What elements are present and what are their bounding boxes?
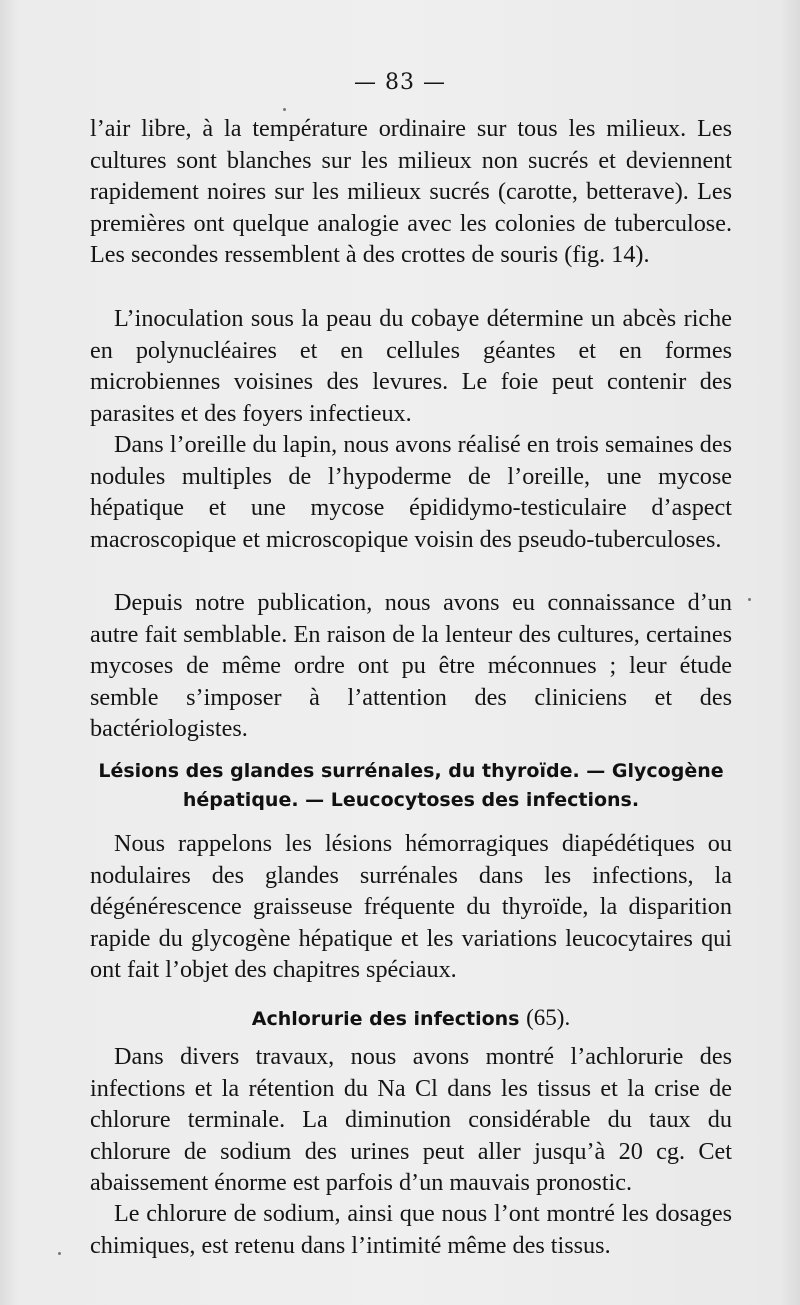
print-speck	[58, 1252, 61, 1255]
paragraph-oreille-lapin: Dans l’oreille du lapin, nous avons réalisé en trois semaines des nodules multiples de l’hypoderme de l’oreille, une mycose hépatique et une mycose épididymo-testiculaire d’aspect macroscopique et microscopique voisin des pseudo-tuberculoses.	[90, 431, 732, 553]
paragraph-inoculation-cobaye: L’inoculation sous la peau du cobaye détermine un abcès riche en polynucléaires et en cellules géantes et en formes microbiennes voisines des levures. Le foie peut contenir des parasites et des foyers infectieux.	[90, 305, 732, 427]
section-heading-lesions-line2: hépatique. — Leucocytoses des infections.	[182, 789, 640, 811]
paragraph-achlorurie: Dans divers travaux, nous avons montré l’achlorurie des infections et la rétention du Na Cl dans les tissus et la crise de chlorure terminale. La diminution considérable du taux du chlorure de sodium des urines peut aller jusqu’à 20 cg. Cet abaissement énorme est parfois d’un mauvais pronostic.	[90, 1043, 732, 1197]
page-number: — 83 —	[354, 70, 446, 95]
paragraph-cultures: l’air libre, à la température ordinaire sur tous les milieux. Les cultures sont blanches sur les milieux non sucrés et deviennent rapidement noires sur les milieux sucrés (carotte, betterave). Les premières ont quelque analogie avec les colonies de tuberculose. Les secondes ressemblent à des crottes de souris (fig. 14).	[90, 115, 732, 269]
print-speck	[748, 598, 751, 601]
section-heading-lesions-line1: Lésions des glandes surrénales, du thyroïde. — Glycogène	[98, 760, 724, 782]
paragraph-publication: Depuis notre publication, nous avons eu connaissance d’un autre fait semblable. En raison de la lenteur des cultures, certaines mycoses de même ordre ont pu être méconnues ; leur étude semble s’imposer à l’attention des cliniciens et des bactériologistes.	[90, 589, 732, 743]
section-heading-achlorurie-reference: (65).	[526, 1005, 571, 1030]
print-speck	[283, 108, 286, 111]
section-heading-lesions	[90, 757, 732, 815]
paragraph-chlorure-sodium: Le chlorure de sodium, ainsi que nous l’ont montré les dosages chimiques, est retenu dans l’intimité même des tissus.	[90, 1200, 732, 1259]
paragraph-lesions: Nous rappelons les lésions hémorragiques diapédétiques ou nodulaires des glandes surrénales dans les infections, la dégénérescence graisseuse fréquente du thyroïde, la disparition rapide du glycogène hépatique et les variations leucocytaires qui ont fait l’objet des chapitres spéciaux.	[90, 830, 732, 984]
section-heading-achlorurie-title: Achlorurie des infections	[251, 1008, 520, 1030]
section-heading-achlorurie	[90, 1003, 732, 1034]
